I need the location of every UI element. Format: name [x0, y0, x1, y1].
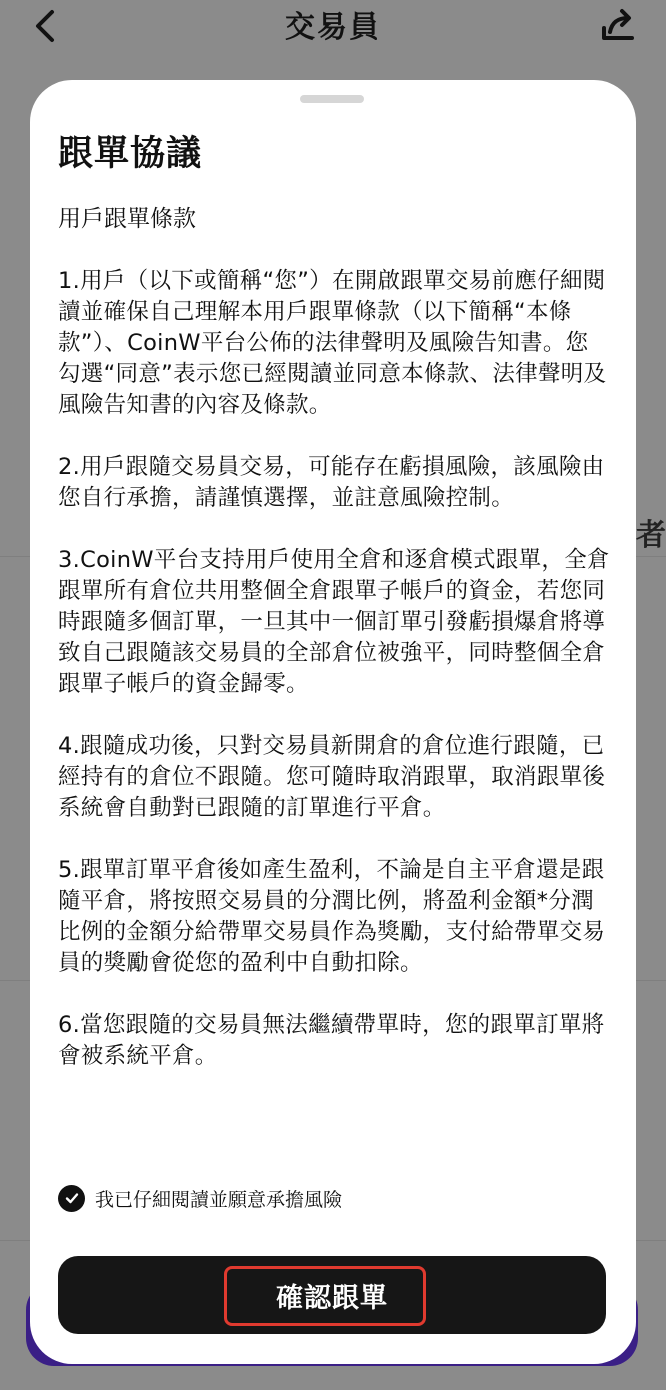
- check-circle-icon[interactable]: [58, 1185, 85, 1212]
- share-icon: [598, 6, 638, 46]
- terms-clause: 4.跟隨成功後，只對交易員新開倉的倉位進行跟隨，已經持有的倉位不跟隨。您可隨時取消跟單，取消跟單後系統會自動對已跟隨的訂單進行平倉。: [58, 733, 606, 821]
- top-bar: [0, 0, 666, 60]
- terms-clause: 1.用戶（以下或簡稱“您”）在開啟跟單交易前應仔細閱讀並確保自己理解本用戶跟單條款（以下簡稱“本條款”）、CoinW平台公佈的法律聲明及風險告知書。您勾選“同意”表示您已經閱讀並同意本條款、法律聲明及風險告知書的內容及條款。: [58, 268, 607, 418]
- terms-clause: 2.用戶跟隨交易員交易，可能存在虧損風險，該風險由您自行承擔，請謹慎選擇，並註意風險控制。: [58, 454, 605, 511]
- back-button[interactable]: [26, 6, 66, 46]
- terms-heading: 用戶跟單條款: [58, 206, 196, 232]
- sheet-title: 跟單協議: [58, 134, 203, 174]
- page-title: 交易員: [285, 10, 381, 45]
- background-peek-text: 者: [636, 518, 666, 553]
- confirm-copy-trade-button[interactable]: [58, 1256, 606, 1334]
- confirm-button-label: 確認跟單: [276, 1282, 388, 1314]
- terms-clause: 5.跟單訂單平倉後如產生盈利，不論是自主平倉還是跟隨平倉，將按照交易員的分潤比例，將盈利金額*分潤比例的金額分給帶單交易員作為獎勵，支付給帶單交易員的獎勵會從您的盈利中自動扣除。: [58, 857, 606, 976]
- agree-label: 我已仔細閱讀並願意承擔風險: [95, 1188, 343, 1211]
- terms-clause: 3.CoinW平台支持用戶使用全倉和逐倉模式跟單，全倉跟單所有倉位共用整個全倉跟單子帳戶的資金，若您同時跟隨多個訂單，一旦其中一個訂單引發虧損爆倉將導致自己跟隨該交易員的全部倉位被強平，同時整個全倉跟單子帳戶的資金歸零。: [58, 547, 610, 697]
- drag-handle[interactable]: [300, 95, 364, 103]
- scroll-fade: [58, 1116, 610, 1156]
- terms-scroll-area[interactable]: [58, 204, 610, 1156]
- chevron-left-icon: [26, 6, 66, 46]
- share-button[interactable]: [598, 6, 638, 46]
- agree-checkbox-row[interactable]: [58, 1183, 342, 1213]
- copy-trade-agreement-sheet: [30, 80, 636, 1364]
- terms-clause: 6.當您跟隨的交易員無法繼續帶單時，您的跟單訂單將會被系統平倉。: [58, 1012, 605, 1069]
